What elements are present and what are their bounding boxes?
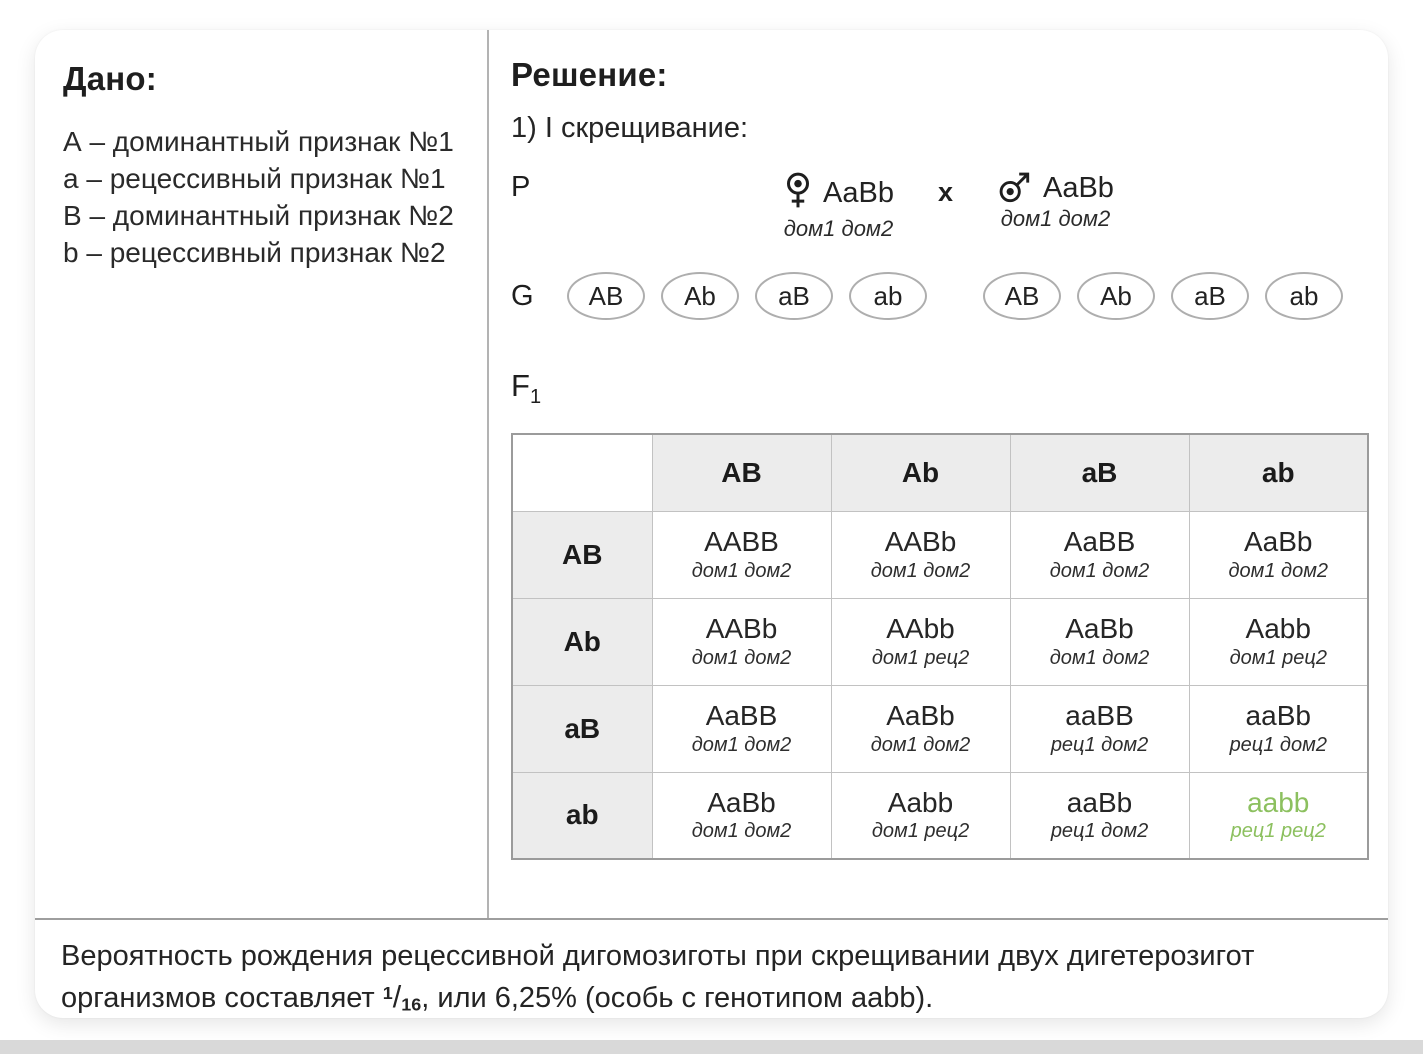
- conclusion-after-fraction: , или 6,25% (особь с генотипом aabb).: [421, 981, 934, 1014]
- given-line-4: b – рецессивный признак №2: [63, 236, 446, 268]
- punnett-row-header: ab: [512, 772, 652, 859]
- punnett-row: [512, 685, 1368, 772]
- female-genotype: AaBb: [823, 176, 894, 209]
- cross-symbol: x: [937, 177, 953, 207]
- punnett-header-row: [512, 434, 1368, 511]
- punnett-cell: aaBb рец1 дом2: [1010, 772, 1189, 859]
- step-label: 1) I скрещивание:: [511, 112, 749, 144]
- punnett-col-header: Ab: [831, 434, 1010, 511]
- punnett-cell: AaBB дом1 дом2: [652, 685, 831, 772]
- punnett-table: [511, 433, 1369, 860]
- male-genotype: AaBb: [1042, 171, 1114, 204]
- male-gametes: [983, 272, 1343, 320]
- gamete-oval: aB: [1171, 272, 1249, 320]
- punnett-cell: AaBB дом1 дом2: [1010, 511, 1189, 598]
- given-line-2: а – рецессивный признак №1: [63, 162, 446, 194]
- female-phenotype: дом1 дом2: [783, 216, 894, 241]
- punnett-cell: AaBb дом1 дом2: [1189, 511, 1368, 598]
- gamete-oval: Ab: [1077, 272, 1155, 320]
- male-parent: [997, 171, 1114, 232]
- punnett-cell: AABB дом1 дом2: [652, 511, 831, 598]
- conclusion-before-fraction: Вероятность рождения рецессивной дигомозиготы при скрещивании двух дигетерозигот организмов составляет: [61, 939, 1255, 1014]
- punnett-cell: AaBb дом1 дом2: [1010, 598, 1189, 685]
- punnett-col-header: ab: [1189, 434, 1368, 511]
- fraction-1-16: $^1/_{16}$: [382, 979, 422, 1015]
- f1-label: $F_1$: [511, 368, 542, 409]
- given-title: Дано:: [63, 60, 157, 97]
- punnett-row-header: AB: [512, 511, 652, 598]
- punnett-cell: Aabb дом1 рец2: [831, 772, 1010, 859]
- female-icon: [783, 171, 813, 215]
- male-icon: [997, 171, 1033, 205]
- punnett-corner-cell: [512, 434, 652, 511]
- solution-section: [489, 30, 1388, 918]
- punnett-row: [512, 511, 1368, 598]
- punnett-col-header: aB: [1010, 434, 1189, 511]
- top-area: [35, 30, 1388, 918]
- punnett-row-header: Ab: [512, 598, 652, 685]
- given-line-1: А – доминантный признак №1: [63, 126, 454, 157]
- solution-title: Решение:: [511, 56, 668, 93]
- punnett-col-header: AB: [652, 434, 831, 511]
- parents-row: [511, 171, 1370, 242]
- gametes-row: [511, 272, 1370, 320]
- gamete-oval: AB: [983, 272, 1061, 320]
- punnett-cell: AAbb дом1 рец2: [831, 598, 1010, 685]
- worksheet-card: [35, 30, 1388, 1018]
- bottom-strip: [0, 1040, 1423, 1054]
- female-parent: [783, 171, 894, 242]
- gamete-oval: ab: [849, 272, 927, 320]
- punnett-row: [512, 598, 1368, 685]
- punnett-cell-highlighted: aabb рец1 рец2: [1189, 772, 1368, 859]
- punnett-row-header: aB: [512, 685, 652, 772]
- punnett-cell: aaBB рец1 дом2: [1010, 685, 1189, 772]
- gamete-oval: AB: [567, 272, 645, 320]
- punnett-cell: Aabb дом1 рец2: [1189, 598, 1368, 685]
- gamete-oval: ab: [1265, 272, 1343, 320]
- given-section: [35, 30, 487, 918]
- gamete-oval: Ab: [661, 272, 739, 320]
- given-lines: [63, 124, 477, 272]
- given-line-3: В – доминантный признак №2: [63, 199, 454, 231]
- gamete-oval: aB: [755, 272, 833, 320]
- gametes-row-label: G: [511, 279, 534, 312]
- parents-row-label: P: [511, 171, 531, 203]
- punnett-cell: AaBb дом1 дом2: [831, 685, 1010, 772]
- punnett-cell: AaBb дом1 дом2: [652, 772, 831, 859]
- female-gametes: [567, 272, 927, 320]
- punnett-cell: AABb дом1 дом2: [652, 598, 831, 685]
- punnett-cell: AABb дом1 дом2: [831, 511, 1010, 598]
- punnett-row: [512, 772, 1368, 859]
- male-phenotype: дом1 дом2: [1000, 206, 1111, 231]
- punnett-cell: aaBb рец1 дом2: [1189, 685, 1368, 772]
- conclusion-text: [35, 920, 1388, 1018]
